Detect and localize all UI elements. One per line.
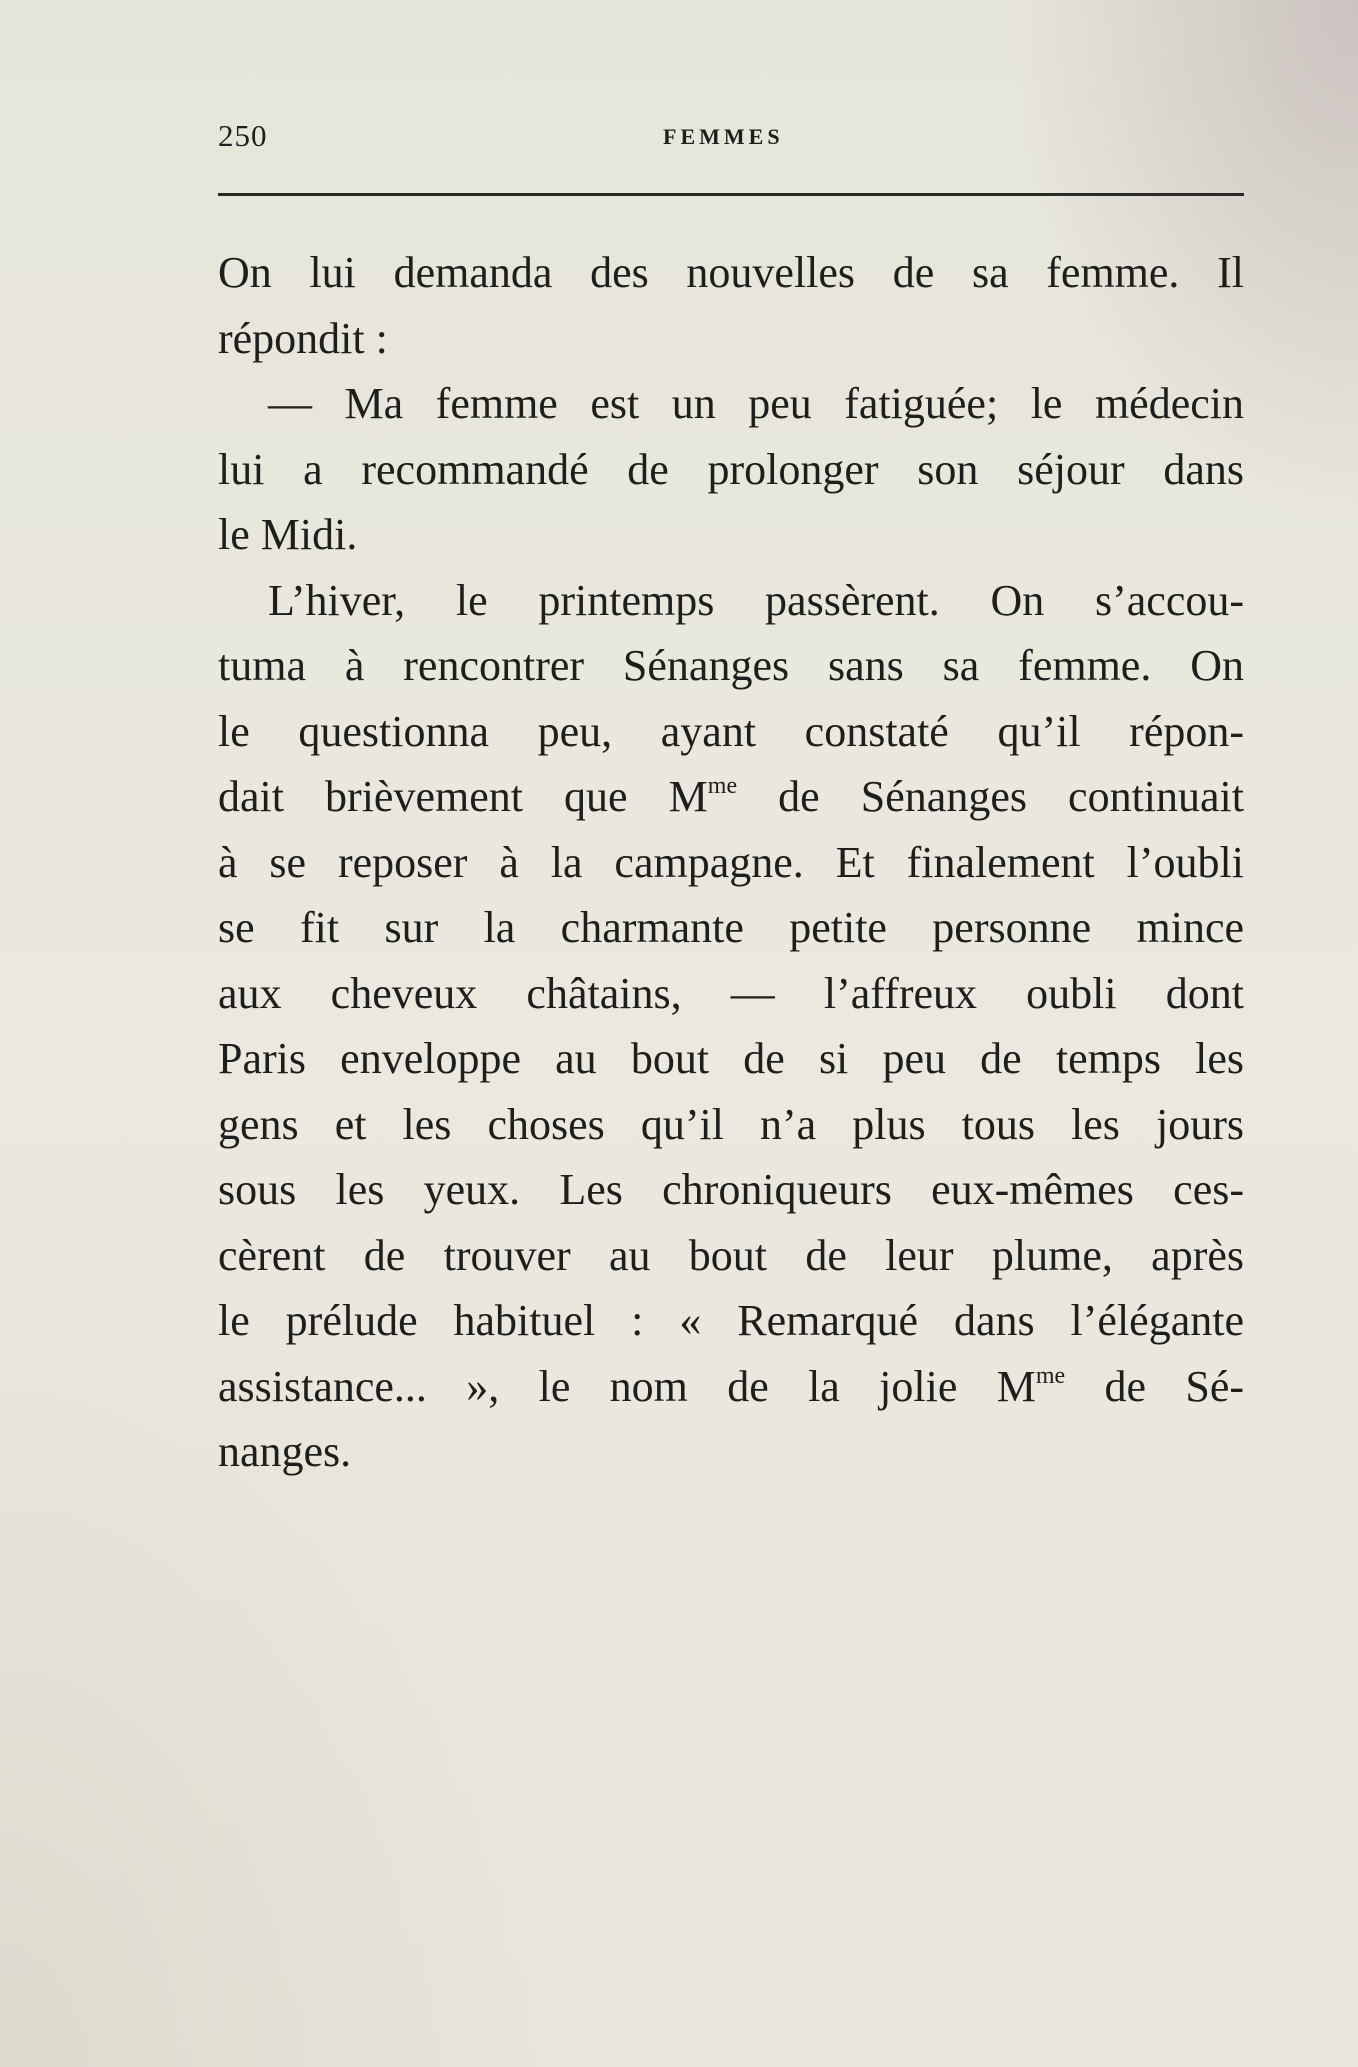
text-line: répondit : <box>218 313 388 363</box>
text-line: L’hiver, le printemps passèrent. On s’accou- <box>268 575 1244 625</box>
text-line: le questionna peu, ayant constaté qu’il répon- <box>218 706 1244 756</box>
text-line: tuma à rencontrer Sénanges sans sa femme. On <box>218 641 1244 690</box>
text-line: — Ma femme est un peu fatiguée; le médecin <box>268 379 1244 428</box>
text-line: à se reposer à la campagne. Et finalement l’oubli <box>218 837 1244 887</box>
text-line: sous les yeux. Les chroniqueurs eux-mêmes ces- <box>218 1165 1244 1214</box>
text-line: On lui demanda des nouvelles de sa femme. Il <box>218 248 1244 297</box>
page-number: 250 <box>218 118 268 153</box>
text-line: nanges. <box>218 1427 352 1476</box>
text-line: aux cheveux châtains, — l’affreux oubli dont <box>218 968 1244 1018</box>
text-line <box>218 764 1244 830</box>
text-line <box>218 1354 1244 1420</box>
running-head <box>218 118 1244 164</box>
text-line: cèrent de trouver au bout de leur plume, après <box>218 1230 1244 1280</box>
text-segment: de Sé- <box>1065 1361 1244 1411</box>
text-segment: assistance... », le nom de la jolie M <box>218 1361 1036 1411</box>
text-line: le Midi. <box>218 510 358 559</box>
text-segment: de Sénanges continuait <box>737 772 1245 821</box>
text-line: lui a recommandé de prolonger son séjour dans <box>218 444 1244 494</box>
text-line: se fit sur la charmante petite personne mince <box>218 903 1244 952</box>
running-title: FEMMES <box>663 124 784 149</box>
text-line: Paris enveloppe au bout de si peu de temps les <box>218 1034 1244 1083</box>
header-rule <box>218 193 1244 196</box>
superscript: me <box>1035 1362 1066 1389</box>
body-text <box>218 240 1244 1485</box>
text-line: le prélude habituel : « Remarqué dans l’élégante <box>218 1296 1244 1345</box>
superscript: me <box>707 773 738 799</box>
text-segment: dait brièvement que M <box>218 772 708 821</box>
text-line: gens et les choses qu’il n’a plus tous les jours <box>218 1099 1244 1149</box>
